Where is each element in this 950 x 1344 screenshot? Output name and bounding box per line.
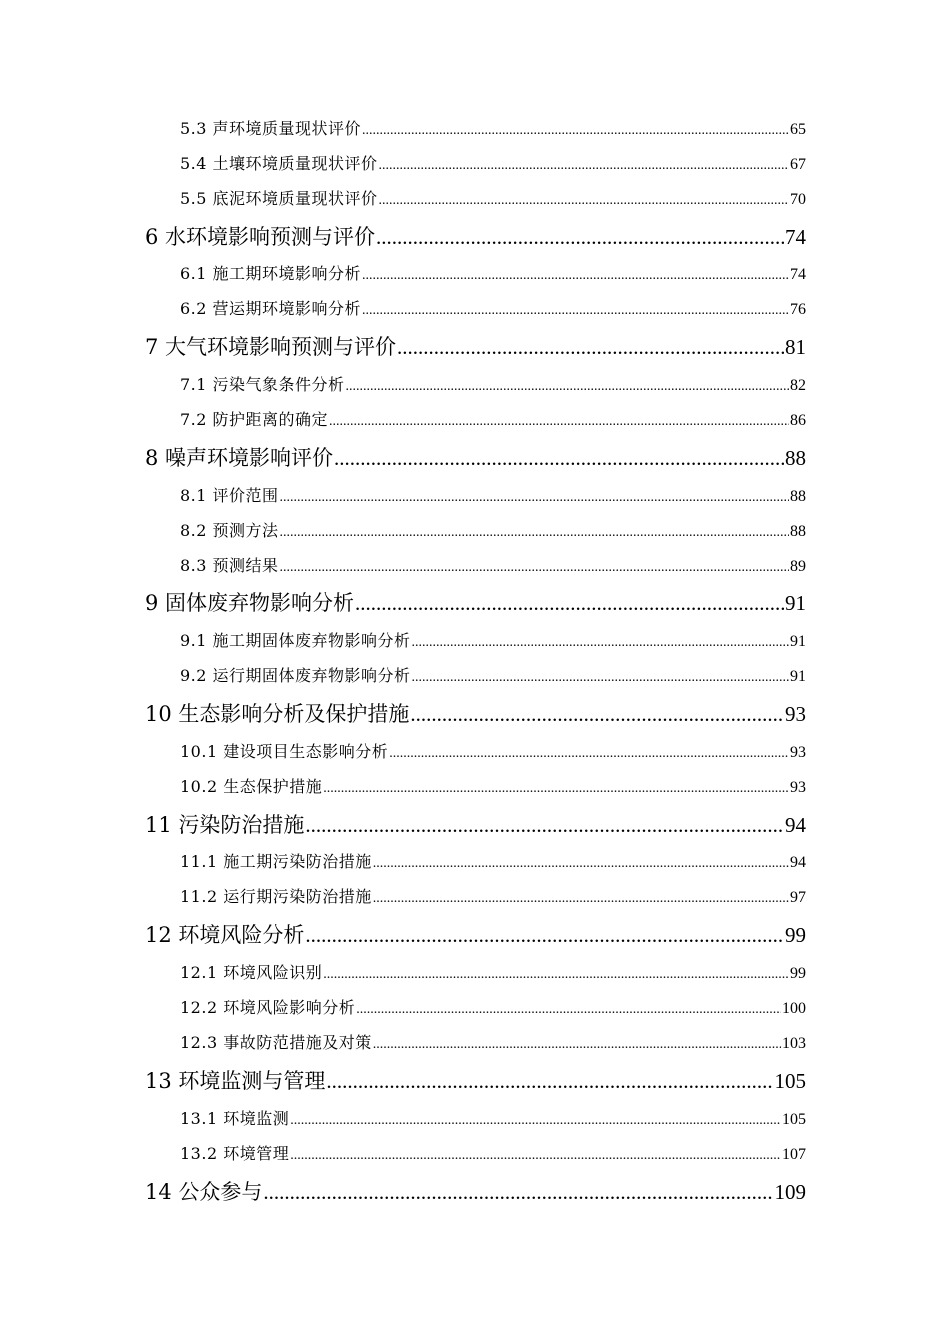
toc-chapter-label: 6 水环境影响预测与评价 <box>145 225 376 249</box>
toc-chapter-13[interactable] <box>145 1065 806 1095</box>
toc-entry-label: 6.2 营运期环境影响分析 <box>180 299 362 318</box>
toc-entry-5-5[interactable] <box>180 186 806 210</box>
toc-chapter-label: 12 环境风险分析 <box>145 923 305 947</box>
toc-dot-leader <box>389 744 789 762</box>
toc-chapter-7[interactable] <box>145 331 806 361</box>
toc-dot-leader <box>410 702 784 727</box>
toc-dot-leader <box>305 813 784 838</box>
toc-entry-label: 5.4 土壤环境质量现状评价 <box>180 154 378 173</box>
toc-page-number: 74 <box>785 225 806 249</box>
toc-dot-leader <box>362 266 789 284</box>
toc-entry-9-2[interactable] <box>180 663 806 687</box>
toc-chapter-label: 10 生态影响分析及保护措施 <box>145 702 410 726</box>
toc-entry-8-2[interactable] <box>180 518 806 542</box>
toc-dot-leader <box>412 633 789 651</box>
toc-page-number: 103 <box>782 1035 806 1052</box>
toc-page-number: 91 <box>790 668 806 685</box>
toc-entry-label: 11.1 施工期污染防治措施 <box>180 852 372 871</box>
toc-dot-leader <box>323 965 789 983</box>
toc-chapter-label: 13 环境监测与管理 <box>145 1069 326 1093</box>
toc-chapter-label: 9 固体废弃物影响分析 <box>145 591 355 615</box>
toc-entry-7-2[interactable] <box>180 407 806 431</box>
toc-page-number: 105 <box>774 1069 806 1093</box>
toc-entry-11-1[interactable] <box>180 849 806 873</box>
toc-dot-leader <box>280 488 789 506</box>
toc-chapter-9[interactable] <box>145 587 806 617</box>
toc-entry-label: 5.5 底泥环境质量现状评价 <box>180 189 378 208</box>
toc-page-number: 97 <box>790 889 806 906</box>
toc-page-number: 93 <box>790 744 806 761</box>
toc-chapter-12[interactable] <box>145 919 806 949</box>
toc-dot-leader <box>373 854 789 872</box>
toc-dot-leader <box>379 156 789 174</box>
toc-dot-leader <box>346 377 789 395</box>
toc-chapter-label: 14 公众参与 <box>145 1180 263 1204</box>
toc-entry-12-3[interactable] <box>180 1030 806 1054</box>
toc-chapter-10[interactable] <box>145 698 806 728</box>
toc-dot-leader <box>290 1111 781 1129</box>
toc-entry-label: 12.1 环境风险识别 <box>180 963 323 982</box>
toc-entry-5-3[interactable] <box>180 116 806 140</box>
toc-chapter-label: 7 大气环境影响预测与评价 <box>145 335 397 359</box>
toc-dot-leader <box>379 191 789 209</box>
toc-chapter-11[interactable] <box>145 809 806 839</box>
toc-entry-label: 9.2 运行期固体废弃物影响分析 <box>180 666 411 685</box>
toc-dot-leader <box>323 779 789 797</box>
toc-entry-11-2[interactable] <box>180 884 806 908</box>
toc-page-number: 88 <box>790 523 806 540</box>
toc-dot-leader <box>280 523 789 541</box>
toc-entry-label: 13.2 环境管理 <box>180 1144 290 1163</box>
toc-dot-leader <box>412 668 789 686</box>
toc-page-number: 94 <box>790 854 806 871</box>
toc-entry-13-2[interactable] <box>180 1141 806 1165</box>
toc-dot-leader <box>334 446 784 471</box>
toc-page-number: 100 <box>782 1000 806 1017</box>
toc-page-number: 91 <box>790 633 806 650</box>
toc-page-number: 94 <box>785 813 806 837</box>
toc-entry-label: 8.3 预测结果 <box>180 556 279 575</box>
toc-chapter-label: 11 污染防治措施 <box>145 813 305 837</box>
toc-entry-13-1[interactable] <box>180 1106 806 1130</box>
toc-dot-leader <box>305 923 784 948</box>
toc-page-number: 67 <box>790 156 806 173</box>
toc-entry-label: 7.1 污染气象条件分析 <box>180 375 345 394</box>
toc-entry-label: 10.2 生态保护措施 <box>180 777 323 796</box>
toc-page-number: 76 <box>790 301 806 318</box>
toc-dot-leader <box>376 225 784 250</box>
toc-page-number: 99 <box>790 965 806 982</box>
toc-page-number: 91 <box>785 591 806 615</box>
toc-entry-9-1[interactable] <box>180 628 806 652</box>
toc-entry-12-1[interactable] <box>180 960 806 984</box>
toc-chapter-8[interactable] <box>145 442 806 472</box>
toc-entry-label: 11.2 运行期污染防治措施 <box>180 887 372 906</box>
toc-entry-10-2[interactable] <box>180 774 806 798</box>
toc-dot-leader <box>355 591 784 616</box>
toc-page-number: 93 <box>790 779 806 796</box>
toc-entry-label: 9.1 施工期固体废弃物影响分析 <box>180 631 411 650</box>
toc-entry-label: 12.3 事故防范措施及对策 <box>180 1033 372 1052</box>
toc-dot-leader <box>280 558 789 576</box>
toc-page-number: 88 <box>790 488 806 505</box>
toc-page-number: 99 <box>785 923 806 947</box>
toc-entry-label: 6.1 施工期环境影响分析 <box>180 264 362 283</box>
toc-dot-leader <box>329 412 789 430</box>
toc-page-number: 107 <box>782 1146 806 1163</box>
toc-entry-10-1[interactable] <box>180 739 806 763</box>
toc-page-number: 88 <box>785 446 806 470</box>
toc-entry-12-2[interactable] <box>180 995 806 1019</box>
toc-page-number: 105 <box>782 1111 806 1128</box>
toc-page-number: 89 <box>790 558 806 575</box>
toc-entry-6-1[interactable] <box>180 261 806 285</box>
toc-page-number: 93 <box>785 702 806 726</box>
toc-dot-leader <box>356 1000 781 1018</box>
toc-entry-label: 13.1 环境监测 <box>180 1109 290 1128</box>
toc-page-number: 65 <box>790 121 806 138</box>
toc-dot-leader <box>373 1035 781 1053</box>
toc-chapter-14[interactable] <box>145 1176 806 1206</box>
toc-entry-label: 8.1 评价范围 <box>180 486 279 505</box>
toc-dot-leader <box>373 889 789 907</box>
toc-dot-leader <box>362 301 789 319</box>
toc-entry-5-4[interactable] <box>180 151 806 175</box>
toc-entry-label: 10.1 建设项目生态影响分析 <box>180 742 389 761</box>
toc-entry-label: 5.3 声环境质量现状评价 <box>180 119 362 138</box>
toc-dot-leader <box>263 1180 773 1205</box>
toc-dot-leader <box>290 1146 781 1164</box>
toc-page-number: 81 <box>785 335 806 359</box>
toc-entry-8-3[interactable] <box>180 553 806 577</box>
toc-entry-label: 7.2 防护距离的确定 <box>180 410 329 429</box>
toc-page-number: 109 <box>774 1180 806 1204</box>
toc-page-number: 74 <box>790 266 806 283</box>
toc-page-number: 70 <box>790 191 806 208</box>
toc-page-number: 82 <box>790 377 806 394</box>
toc-chapter-6[interactable] <box>145 221 806 251</box>
toc-entry-label: 12.2 环境风险影响分析 <box>180 998 356 1017</box>
toc-dot-leader <box>326 1069 773 1094</box>
toc-chapter-label: 8 噪声环境影响评价 <box>145 446 334 470</box>
toc-dot-leader <box>362 121 789 139</box>
toc-page-number: 86 <box>790 412 806 429</box>
toc-entry-8-1[interactable] <box>180 483 806 507</box>
toc-dot-leader <box>397 335 784 360</box>
toc-entry-label: 8.2 预测方法 <box>180 521 279 540</box>
toc-entry-6-2[interactable] <box>180 296 806 320</box>
toc-entry-7-1[interactable] <box>180 372 806 396</box>
